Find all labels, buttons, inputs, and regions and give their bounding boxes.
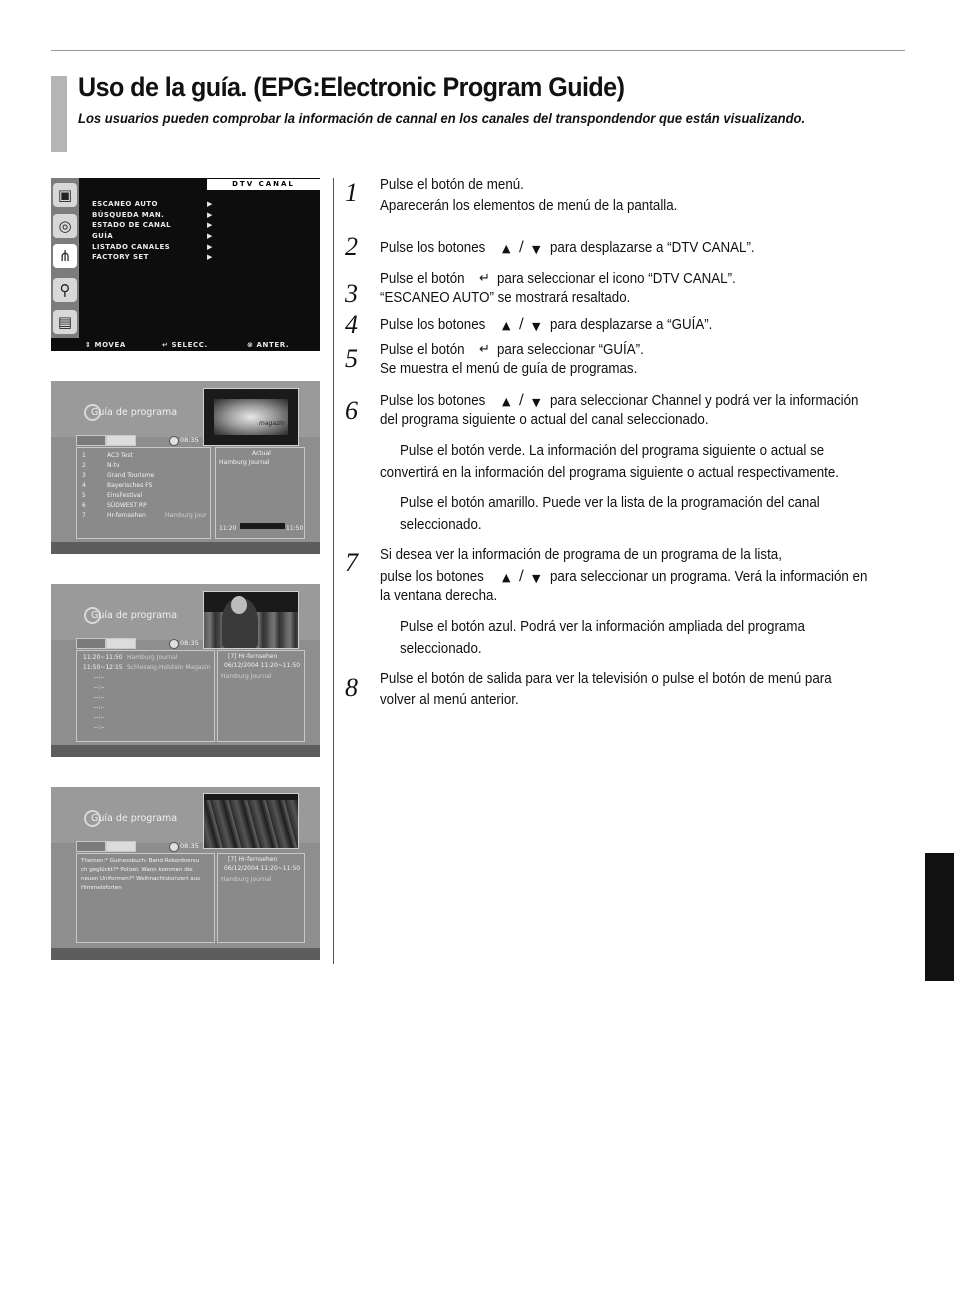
- enter-icon: ↵: [479, 271, 490, 286]
- channel-list-panel: [76, 447, 211, 539]
- channel-num: 4: [82, 482, 86, 489]
- step-number: 6: [345, 396, 358, 425]
- column-divider: [333, 178, 334, 964]
- arrow-right-icon: ▶: [207, 242, 213, 251]
- schedule-time: --:--: [94, 694, 105, 701]
- description-line: ch geglückt?* Polizei: Wann kommen die: [81, 867, 193, 873]
- instruction-text: Pulse el botón de menú.: [380, 177, 524, 193]
- program-end-time: 11:50: [286, 525, 304, 532]
- schedule-time: --:--: [94, 714, 105, 721]
- instruction-text: seleccionado.: [400, 641, 482, 657]
- program-info-panel: [217, 853, 305, 943]
- program-date: 06/12/2004 11:20~11:50: [224, 662, 301, 669]
- schedule-time: --:--: [94, 674, 105, 681]
- clock-icon: [169, 842, 179, 852]
- schedule-panel: [76, 650, 215, 742]
- arrow-right-icon: ▶: [207, 232, 213, 241]
- guide-color-tabs: [76, 435, 138, 446]
- program-name: Hamburg Journal: [221, 673, 272, 680]
- guide-tab-2[interactable]: [106, 435, 136, 446]
- channel-name[interactable]: EinsFestival: [107, 492, 143, 499]
- program-name: Hamburg Journal: [219, 459, 270, 466]
- program-start-time: 11:20: [219, 525, 237, 532]
- step-number: 1: [345, 178, 358, 207]
- menu-list: [92, 199, 217, 263]
- up-arrow-icon: ▲: [502, 571, 511, 584]
- down-arrow-icon: ▼: [532, 243, 541, 256]
- instruction-text: volver al menú anterior.: [380, 692, 519, 708]
- channel-num: 2: [82, 462, 86, 469]
- channel-now-playing: Hamburg Jour: [165, 512, 207, 519]
- select-hint: ↵ SELECC.: [162, 341, 208, 349]
- channel-num: 5: [82, 492, 86, 499]
- slash-separator: /: [519, 316, 524, 332]
- instruction-text: Pulse el botón amarillo. Puede ver la lista de la programación del canal: [400, 495, 820, 511]
- schedule-program[interactable]: Schleswig-Holstein Magazin: [127, 664, 211, 671]
- instruction-text: seleccionado.: [400, 517, 482, 533]
- move-hint: ⇕ MOVEA: [85, 341, 126, 349]
- up-arrow-icon: ▲: [502, 319, 511, 332]
- schedule-time: 11:50~12:15: [83, 664, 123, 671]
- instruction-text: para seleccionar “GUÍA”.: [497, 342, 644, 358]
- program-guide-screenshot-2: [51, 584, 320, 757]
- description-line: Themen:* Guinessbuch: Band-Rekordversu: [81, 858, 200, 864]
- video-preview: [203, 591, 299, 649]
- description-panel: [76, 853, 215, 943]
- channel-label: [7] Hr-fernsehen: [228, 856, 278, 863]
- schedule-time: --:--: [94, 704, 105, 711]
- back-hint: ⊗ ANTER.: [247, 341, 290, 349]
- channel-num: 7: [82, 512, 86, 519]
- step-number: 7: [345, 548, 358, 577]
- instruction-text: Aparecerán los elementos de menú de la pantalla.: [380, 198, 678, 214]
- instruction-text: la ventana derecha.: [380, 588, 498, 604]
- schedule-time: 11:20~11:50: [83, 654, 123, 661]
- step-number: 5: [345, 344, 358, 373]
- channel-num: 1: [82, 452, 86, 459]
- instruction-text: para desplazarse a “DTV CANAL”.: [550, 240, 755, 256]
- current-label: Actual: [252, 450, 271, 457]
- program-guide-screenshot-1: [51, 381, 320, 554]
- enter-icon: ↵: [479, 342, 490, 357]
- instruction-text: Pulse el botón de salida para ver la televisión o pulse el botón de menú para: [380, 671, 832, 687]
- guide-time: 08:35: [180, 436, 199, 444]
- program-info-panel: [217, 650, 305, 742]
- description-line: neuen Uniformen?* Weihnachtskonzert aus: [81, 876, 201, 882]
- arrow-right-icon: ▶: [207, 200, 213, 208]
- schedule-program[interactable]: Hamburg Journal: [127, 654, 178, 661]
- slash-separator: /: [519, 568, 524, 584]
- instruction-text: para seleccionar el icono “DTV CANAL”.: [497, 271, 736, 287]
- arrow-right-icon: ▶: [207, 210, 213, 219]
- instruction-text: pulse los botones: [380, 569, 484, 585]
- guide-tab-2[interactable]: [106, 638, 136, 649]
- step-number: 2: [345, 232, 358, 261]
- menu-item-estado-de-canal[interactable]: ESTADO DE CANAL ▶: [92, 221, 213, 230]
- guide-title: Guía de programa: [91, 813, 178, 824]
- guide-tab-1[interactable]: [76, 638, 106, 649]
- channel-name[interactable]: Bayerisches FS: [107, 482, 153, 489]
- tools-icon: ⚲: [53, 278, 77, 302]
- step-number: 3: [345, 279, 358, 308]
- schedule-time: --:--: [94, 684, 105, 691]
- channel-name[interactable]: AC3 Test: [107, 452, 133, 459]
- guide-time: 08:35: [180, 842, 199, 850]
- remote-icon: ▤: [53, 310, 77, 334]
- menu-item-busqueda-man[interactable]: BÚSQUEDA MAN. ▶: [92, 210, 213, 219]
- guide-tab-1[interactable]: [76, 435, 106, 446]
- instruction-text: para desplazarse a “GUÍA”.: [550, 317, 713, 333]
- menu-header: DTV CANAL: [207, 179, 320, 190]
- video-caption: magazin: [259, 420, 285, 427]
- channel-num: 3: [82, 472, 86, 479]
- guide-time: 08:35: [180, 639, 199, 647]
- instruction-text: Si desea ver la información de programa de un programa de la lista,: [380, 547, 782, 563]
- instruction-text: Pulse los botones: [380, 393, 486, 409]
- guide-color-tabs: [76, 638, 138, 649]
- guide-title: Guía de programa: [91, 407, 178, 418]
- antenna-icon: ⋔: [53, 244, 77, 268]
- video-preview: [203, 793, 299, 849]
- clock-icon: [169, 639, 179, 649]
- instruction-text: Pulse los botones: [380, 240, 486, 256]
- up-arrow-icon: ▲: [502, 395, 511, 408]
- title-accent-bar: [51, 76, 67, 152]
- channel-name[interactable]: Grand Tourisme: [107, 472, 155, 479]
- dtv-channel-menu-screenshot: [51, 178, 320, 351]
- menu-item-escaneo-auto[interactable]: ESCANEO AUTO ▶: [92, 200, 213, 208]
- description-line: Himmelsforten: [81, 885, 122, 891]
- channel-num: 6: [82, 502, 86, 509]
- menu-item-listado-canales[interactable]: LISTADO CANALES ▶: [92, 242, 213, 251]
- down-arrow-icon: ▼: [532, 396, 541, 409]
- slash-separator: /: [519, 392, 524, 408]
- guide-color-tabs: [76, 841, 138, 852]
- program-name: Hamburg Journal: [221, 876, 272, 883]
- instruction-text: “ESCANEO AUTO” se mostrará resaltado.: [380, 290, 631, 306]
- schedule-time: --:--: [94, 724, 105, 731]
- instruction-text: Pulse los botones: [380, 317, 486, 333]
- instruction-text: para seleccionar Channel y podrá ver la información: [550, 393, 859, 409]
- arrow-right-icon: ▶: [207, 253, 213, 262]
- guide-tab-2[interactable]: [106, 841, 136, 852]
- instruction-text: Pulse el botón: [380, 342, 465, 358]
- program-date: 06/12/2004 11:20~11:50: [224, 865, 301, 872]
- instruction-text: Pulse el botón verde. La información del programa siguiente o actual se: [400, 443, 825, 459]
- menu-item-guia[interactable]: GUÍA ▶: [92, 232, 213, 241]
- channel-name[interactable]: N-tv: [107, 462, 120, 469]
- page-title: Uso de la guía. (EPG:Electronic Program Guide): [78, 72, 625, 102]
- clock-icon: [169, 436, 179, 446]
- menu-item-factory-set[interactable]: FACTORY SET ▶: [92, 253, 213, 262]
- instruction-text: convertirá en la información del programa siguiente o actual respectivamente.: [380, 465, 839, 481]
- menu-icon-column: [51, 178, 79, 338]
- program-progress-bar: [240, 523, 285, 529]
- up-arrow-icon: ▲: [502, 242, 511, 255]
- instruction-text: Pulse el botón azul. Podrá ver la información ampliada del programa: [400, 619, 805, 635]
- step-number: 8: [345, 673, 358, 702]
- instruction-text: Se muestra el menú de guía de programas.: [380, 361, 638, 377]
- down-arrow-icon: ▼: [532, 572, 541, 585]
- program-guide-screenshot-3: [51, 787, 320, 960]
- page-subtitle: Los usuarios pueden comprobar la información de cannal en los canales del transpondendor que están visualizando.: [78, 110, 806, 126]
- instruction-text: para seleccionar un programa. Verá la información en: [550, 569, 868, 585]
- tv-icon: ▣: [53, 183, 77, 207]
- instruction-text: Pulse el botón: [380, 271, 465, 287]
- channel-name[interactable]: SÜDWEST RP: [107, 502, 147, 509]
- guide-title: Guía de programa: [91, 610, 178, 621]
- channel-name[interactable]: Hr-fernsehen: [107, 512, 146, 519]
- guide-tab-1[interactable]: [76, 841, 106, 852]
- down-arrow-icon: ▼: [532, 320, 541, 333]
- video-preview: [203, 388, 299, 446]
- top-rule: [51, 50, 905, 51]
- channel-label: [7] Hr-fernsehen: [228, 653, 278, 660]
- arrow-right-icon: ▶: [207, 221, 213, 230]
- menu-footer: [79, 339, 320, 351]
- step-number: 4: [345, 310, 358, 339]
- instruction-text: del programa siguiente o actual del canal seleccionado.: [380, 412, 709, 428]
- slash-separator: /: [519, 239, 524, 255]
- disc-icon: ◎: [53, 214, 77, 238]
- section-tab: [925, 853, 954, 981]
